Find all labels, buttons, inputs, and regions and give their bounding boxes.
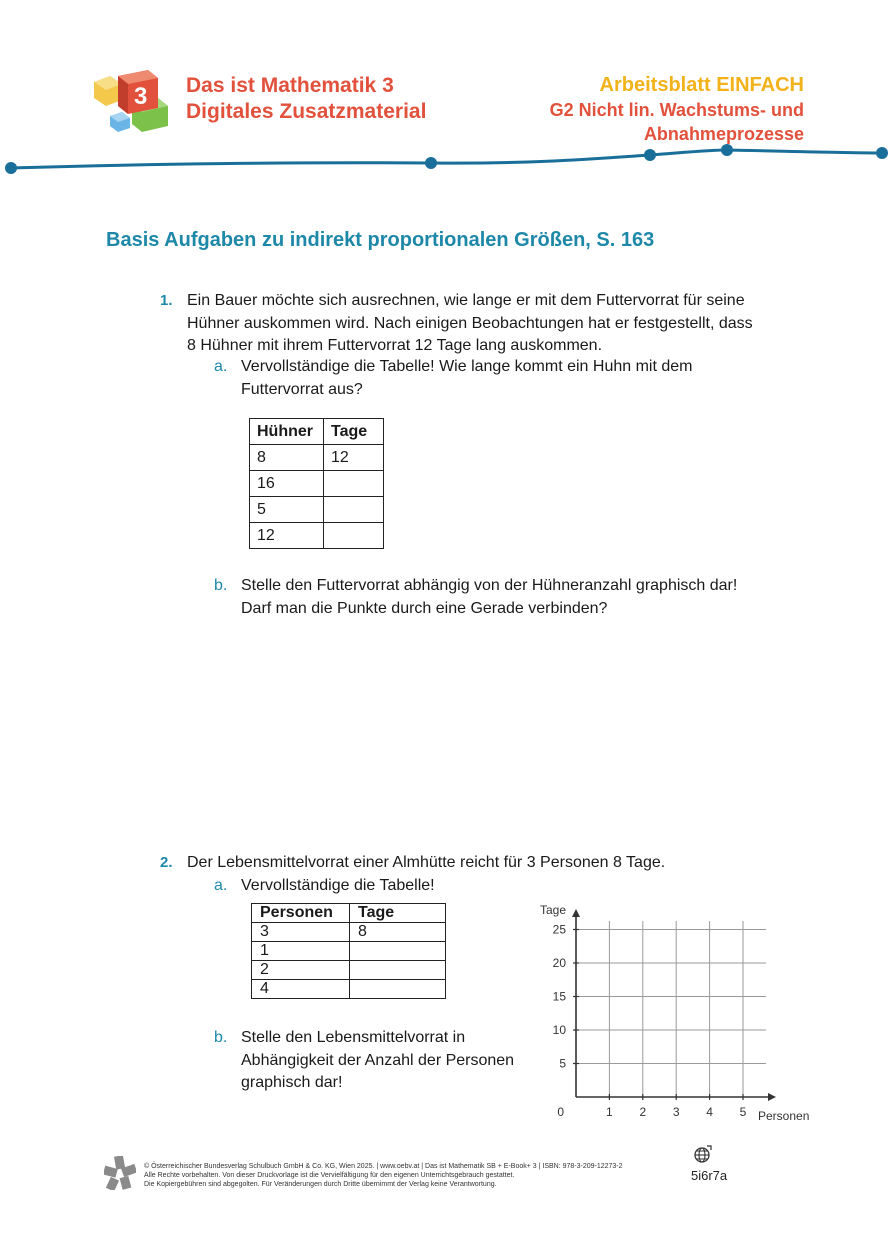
table-cell: 2 (252, 961, 350, 980)
x-axis-label: Personen (758, 1109, 810, 1123)
sheet-type: Arbeitsblatt EINFACH (599, 74, 804, 96)
table-cell-empty[interactable] (350, 980, 446, 999)
table-cell: 1 (252, 942, 350, 961)
page-title: Basis Aufgaben zu indirekt proportionalen Größen, S. 163 (106, 229, 655, 251)
publisher-logo (104, 1156, 136, 1195)
table-row (252, 961, 446, 980)
table-row (252, 942, 446, 961)
table-row (250, 497, 384, 523)
origin-label: 0 (557, 1105, 564, 1119)
footer-line: © Österreichischer Bundesverlag Schulbuch GmbH & Co. KG, Wien 2025. | www.oebv.at | Das ist Mathematik SB + E-Book+ 3 | ISBN: 978-3-209-12273-2 (144, 1163, 623, 1170)
x-tick-label: 5 (739, 1105, 747, 1119)
table-row (250, 523, 384, 549)
task1-line: Hühner auskommen wird. Nach einigen Beobachtungen hat er festgestellt, dass (187, 314, 753, 332)
topic-line1: G2 Nicht lin. Wachstums- und (549, 100, 804, 120)
task2b-label: b. (214, 1029, 228, 1046)
table-cell-empty[interactable] (324, 497, 384, 523)
footer-line: Alle Rechte vorbehalten. Von dieser Druckvorlage ist die Vervielfältigung für den eigenen Unterrichtsgebrauch gestattet. (144, 1172, 515, 1179)
table-cell: 12 (250, 523, 324, 549)
task2-number: 2. (160, 854, 173, 871)
web-code: 5i6r7a (691, 1168, 728, 1183)
table-header: Tage (324, 419, 384, 445)
task1a-line: Futtervorrat aus? (241, 380, 363, 398)
footer-text (144, 1162, 623, 1189)
logo-digit: 3 (134, 83, 148, 110)
table-row (250, 445, 384, 471)
task2b-text (241, 1027, 514, 1095)
x-tick-label: 1 (606, 1105, 613, 1119)
task2b-line: Abhängigkeit der Anzahl der Personen (241, 1051, 515, 1069)
y-tick-label: 5 (559, 1056, 566, 1071)
task1a-line: Vervollständige die Tabelle! Wie lange kommt ein Huhn mit dem (241, 358, 693, 375)
x-tick-label: 4 (706, 1105, 713, 1119)
topic-line2: Abnahmeprozesse (643, 124, 804, 144)
table-cell: 8 (350, 923, 446, 942)
task2a-text: Vervollständige die Tabelle! (241, 877, 435, 894)
table-header: Personen (252, 904, 350, 923)
task2a-label: a. (214, 877, 228, 894)
task2-table (251, 903, 446, 999)
header-divider (0, 140, 890, 180)
footer-line: Die Kopiergebühren sind abgegolten. Für Veränderungen durch Dritte übernimmt der Verlag keine Verantwortung. (144, 1181, 497, 1188)
table-header: Hühner (250, 419, 324, 445)
x-tick-label: 3 (672, 1105, 680, 1119)
table-cell: 5 (250, 497, 324, 523)
table-cell-empty[interactable] (350, 942, 446, 961)
table-cell-empty[interactable] (324, 523, 384, 549)
task1b-text (241, 575, 737, 620)
coordinate-grid[interactable] (530, 895, 820, 1130)
table-cell: 4 (252, 980, 350, 999)
task2b-line: graphisch dar! (241, 1074, 343, 1091)
table-cell-empty[interactable] (350, 961, 446, 980)
y-tick-label: 10 (552, 1023, 566, 1037)
task1b-line: Darf man die Punkte durch eine Gerade verbinden? (241, 599, 608, 617)
y-tick-label: 20 (552, 956, 566, 970)
globe-icon[interactable] (693, 1145, 713, 1170)
task1-line: Ein Bauer möchte sich ausrechnen, wie lange er mit dem Futtervorrat für seine (187, 292, 745, 309)
task2-text: Der Lebensmittelvorrat einer Almhütte reicht für 3 Personen 8 Tage. (187, 854, 666, 871)
y-axis-arrow (572, 909, 580, 917)
task1-text (187, 290, 753, 358)
task1-number: 1. (160, 292, 173, 309)
table-row (252, 980, 446, 999)
table-cell: 3 (252, 923, 350, 942)
table-cell-empty[interactable] (324, 471, 384, 497)
book-title-line2: Digitales Zusatzmaterial (186, 100, 427, 123)
task1a-text (241, 356, 693, 401)
task2b-line: Stelle den Lebensmittelvorrat in (241, 1029, 466, 1046)
task1a-label: a. (214, 358, 228, 375)
y-tick-label: 15 (552, 989, 566, 1004)
table-row (250, 471, 384, 497)
task1b-label: b. (214, 577, 228, 594)
book-title-line1: Das ist Mathematik 3 (186, 74, 394, 97)
y-tick-label: 25 (552, 922, 566, 937)
x-axis-arrow (768, 1093, 776, 1101)
y-axis-label: Tage (540, 903, 567, 917)
table-cell: 16 (250, 471, 324, 497)
table-row (252, 923, 446, 942)
task1-table (249, 418, 384, 549)
table-header: Tage (350, 904, 446, 923)
x-tick-label: 2 (639, 1105, 647, 1119)
task1-line: 8 Hühner mit ihrem Futtervorrat 12 Tage lang auskommen. (187, 337, 603, 354)
table-cell: 8 (250, 445, 324, 471)
task1b-line: Stelle den Futtervorrat abhängig von der Hühneranzahl graphisch dar! (241, 577, 738, 594)
logo (88, 68, 168, 138)
table-cell: 12 (324, 445, 384, 471)
